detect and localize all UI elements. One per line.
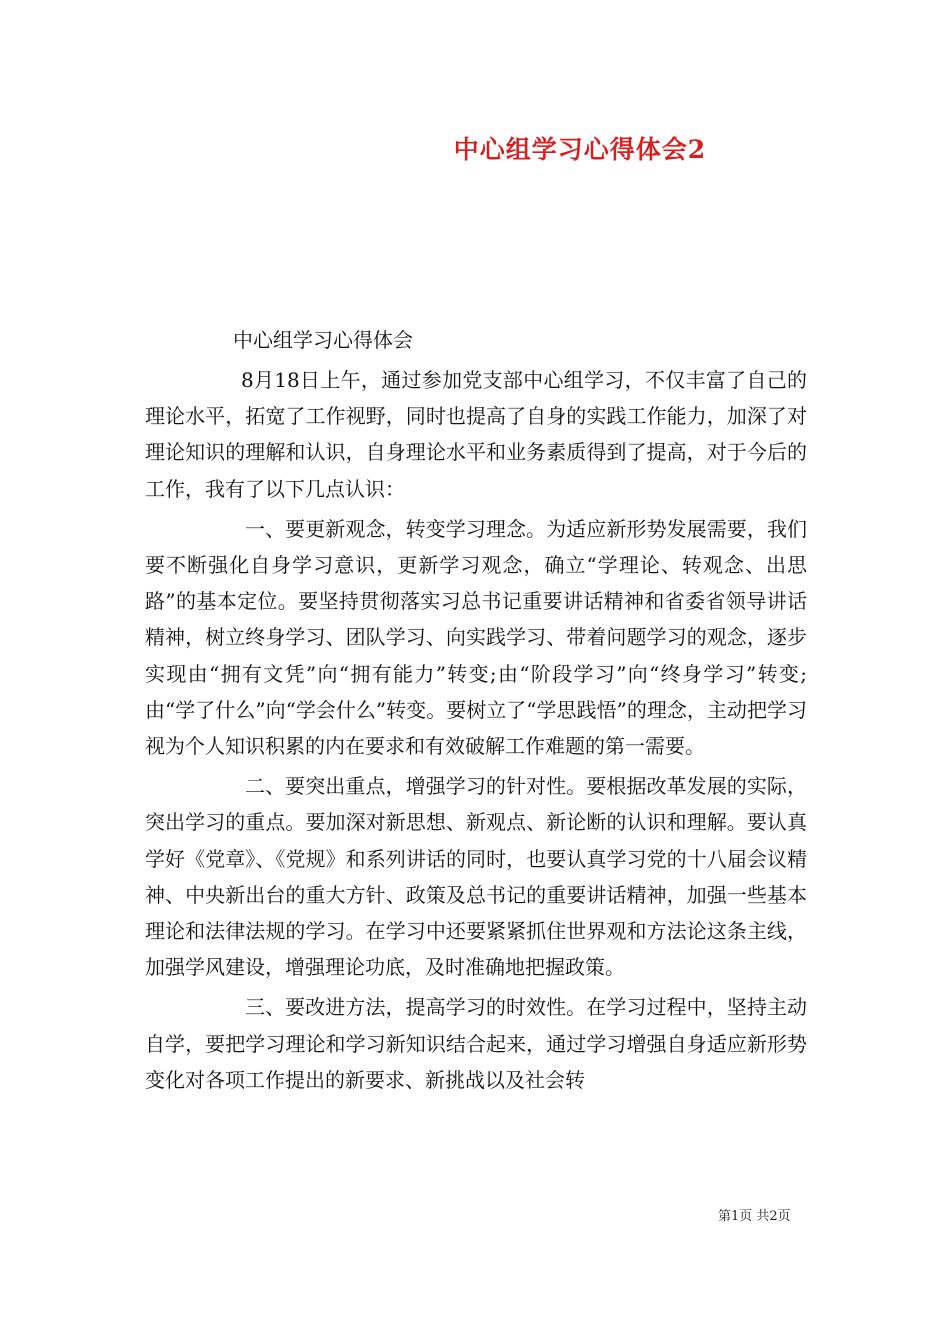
paragraph-section-2: 二、要突出重点，增强学习的针对性。要根据改革发展的实际，突出学习的重点。要加深对新思想、新观点、新论断的认识和理解。要认真学好《党章》、《党规》和系列讲话的同时，也要认真学习党的十八届会议精神、中央新出台的重大方针、政策及总书记的重要讲话精神，加强一些基本理论和法律法规的学习。在学习中还要紧紧抓住世界观和方法论这条主线，加强学风建设，增强理论功底，及时准确地把握政策。	[145, 774, 807, 980]
document-body	[145, 362, 807, 1098]
document-subtitle: 中心组学习心得体会	[233, 328, 413, 352]
paragraph-intro: 8月18日上午，通过参加党支部中心组学习，不仅丰富了自己的理论水平，拓宽了工作视野，同时也提高了自身的实践工作能力，加深了对理论知识的理解和认识，自身理论水平和业务素质得到了提高，对于今后的工作，我有了以下几点认识：	[145, 368, 807, 501]
page-footer: 第1页 共2页	[718, 1209, 791, 1224]
document-title: 中心组学习心得体会2	[453, 135, 707, 164]
paragraph-section-1: 一、要更新观念，转变学习理念。为适应新形势发展需要，我们要不断强化自身学习意识，更新学习观念，确立“学理论、转观念、出思路”的基本定位。要坚持贯彻落实习总书记重要讲话精神和省委省领导讲话精神，树立终身学习、团队学习、向实践学习、带着问题学习的观念，逐步实现由“拥有文凭”向“拥有能力”转变;由“阶段学习”向“终身学习”转变;由“学了什么”向“学会什么”转变。要树立了“学思践悟”的理念，主动把学习视为个人知识积累的内在要求和有效破解工作难题的第一需要。	[145, 516, 807, 759]
paragraph-section-3: 三、要改进方法，提高学习的时效性。在学习过程中，坚持主动自学，要把学习理论和学习新知识结合起来，通过学习增强自身适应新形势变化对各项工作提出的新要求、新挑战以及社会转	[145, 995, 807, 1092]
